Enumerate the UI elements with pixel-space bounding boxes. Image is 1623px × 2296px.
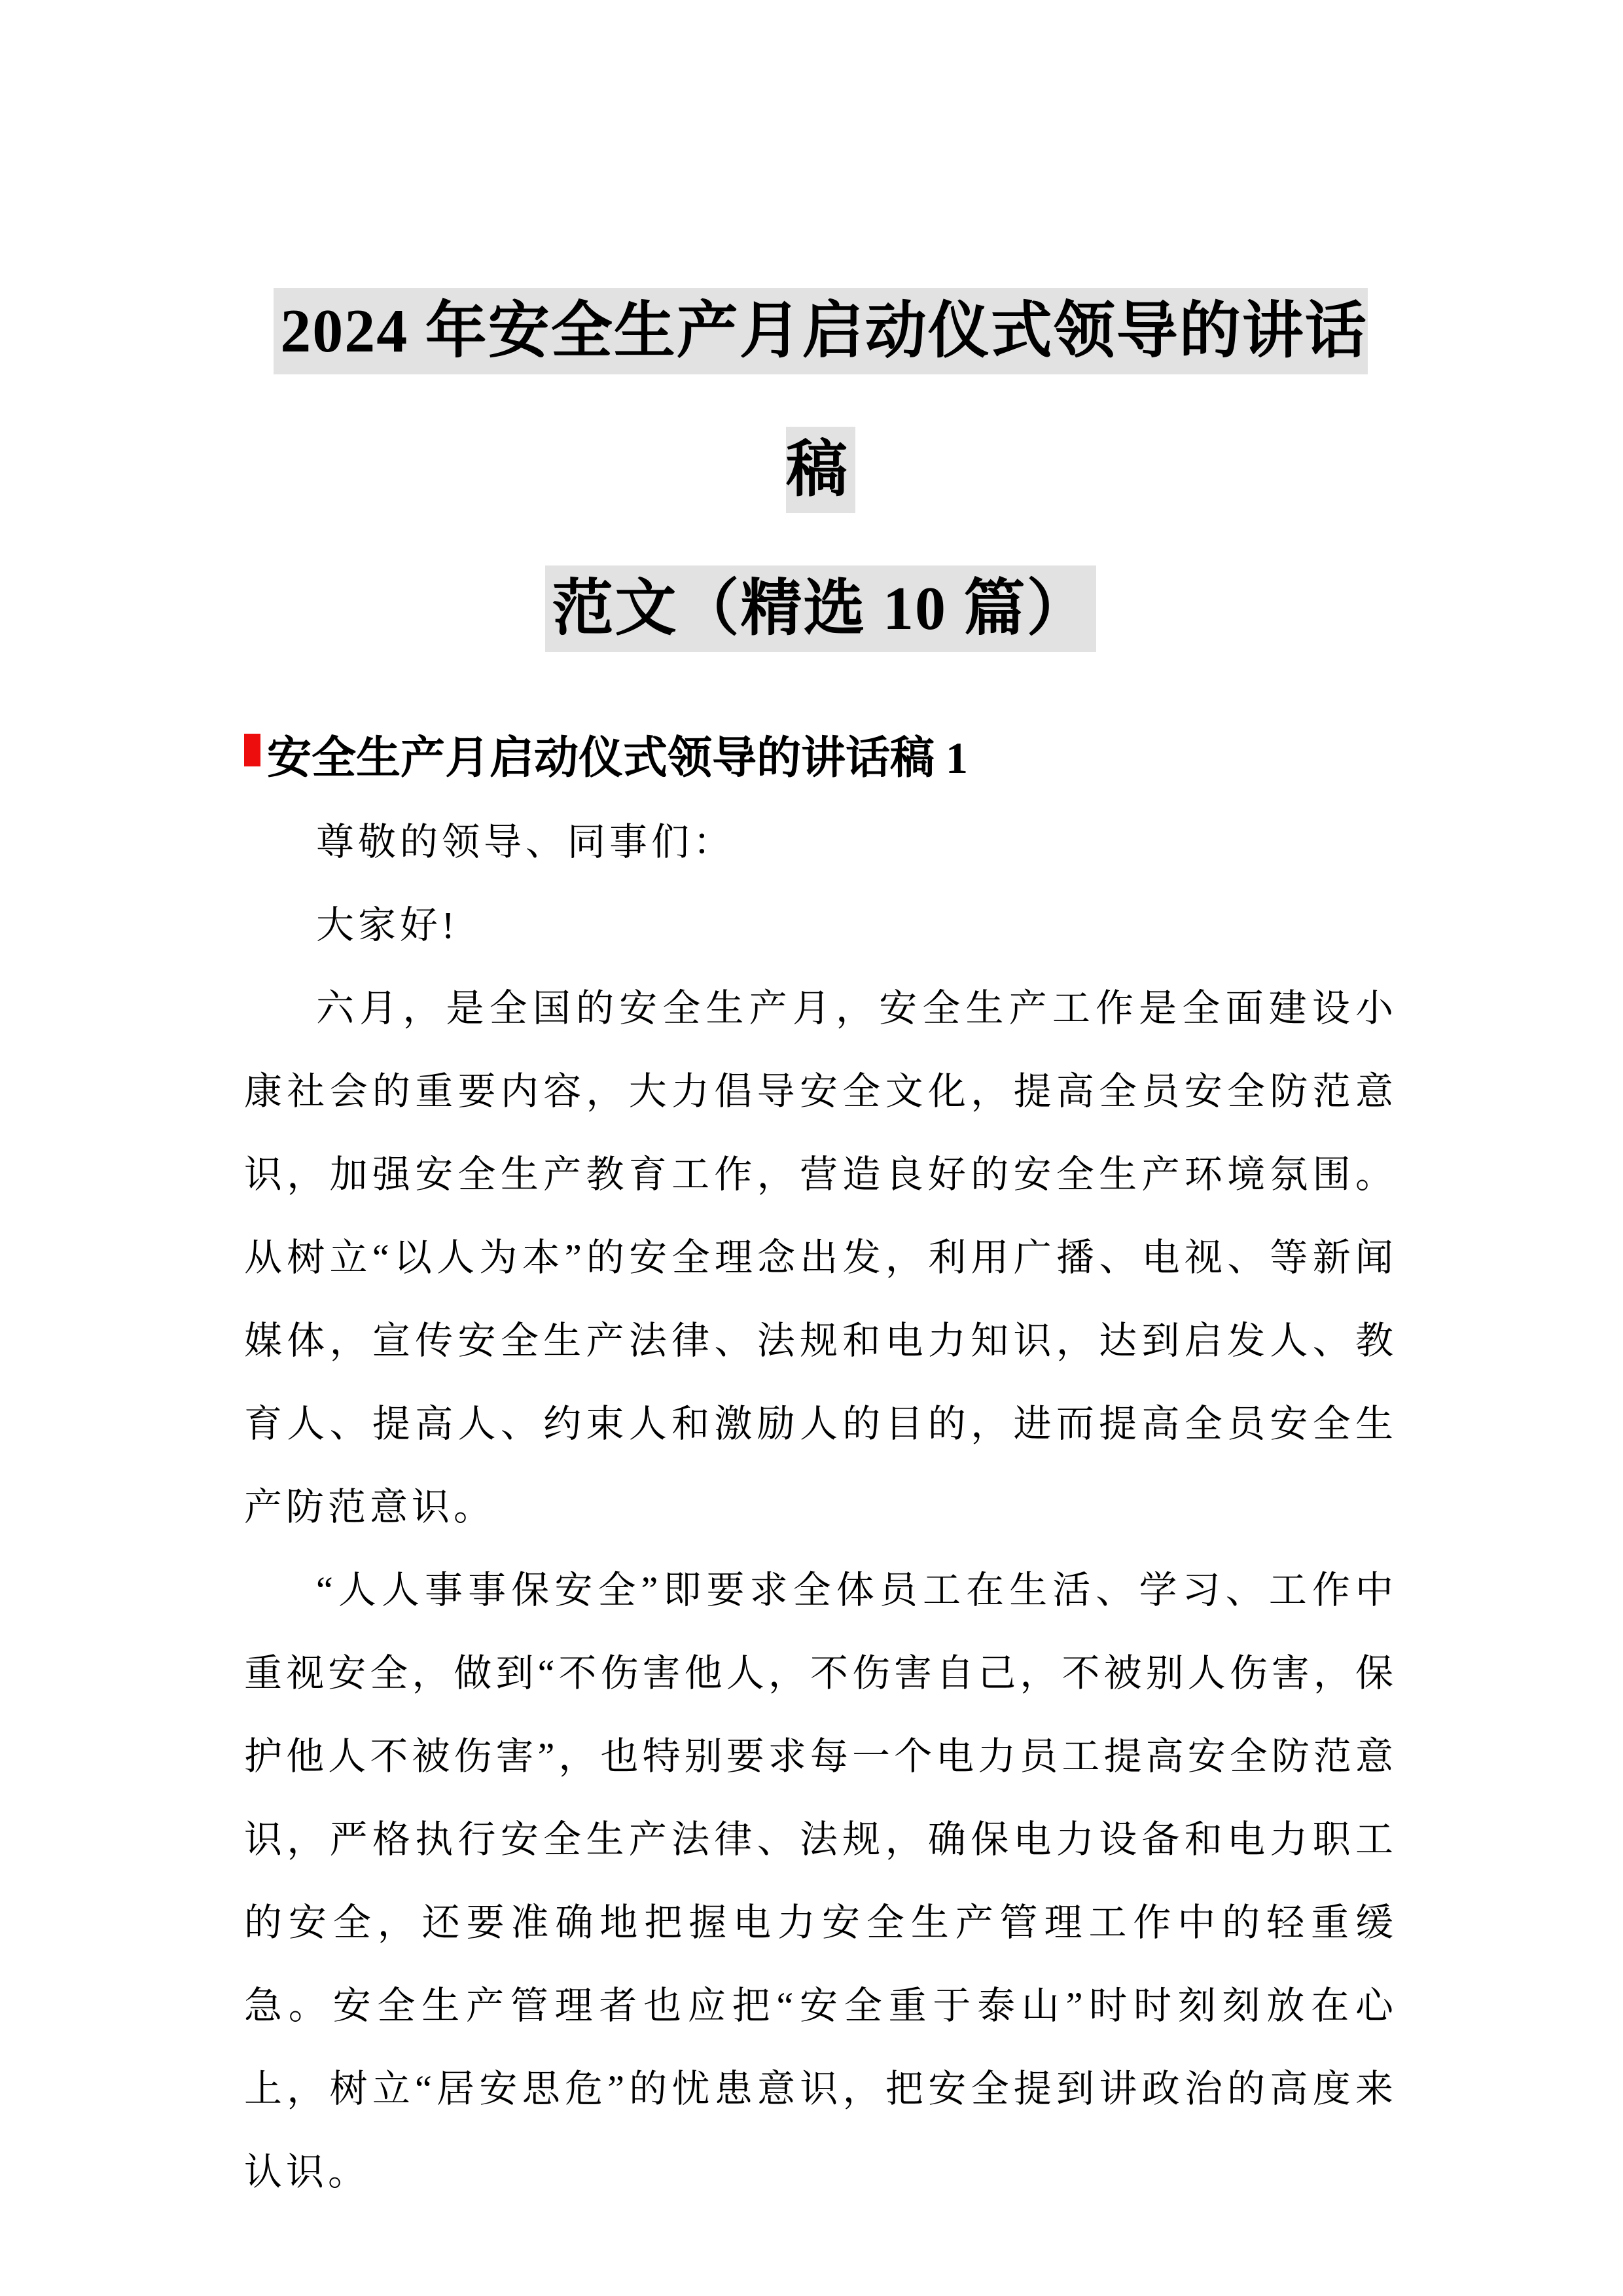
paragraph-body-1: 六月，是全国的安全生产月，安全生产工作是全面建设小康社会的重要内容，大力倡导安全文化，提高全员安全防范意识，加强安全生产教育工作，营造良好的安全生产环境氛围。从树立“以人为本”的安全理念出发，利用广播、电视、等新闻媒体，宣传安全生产法律、法规和电力知识，达到启发人、教育人、提高人、约束人和激励人的目的，进而提高全员安全生产防范意识。 [244,987,1397,1528]
paragraph-greeting: 大家好! [316,904,459,946]
document-title-line-2 [244,539,1397,678]
paragraph-salutation: 尊敬的领导、同事们： [316,821,736,863]
paragraph-body-2: “人人事事保安全”即要求全体员工在生活、学习、工作中重视安全，做到“不伤害他人，不伤害自己，不被别人伤害，保护他人不被伤害”，也特别要求每一个电力员工提高安全防范意识，严格执行安全生产法律、法规，确保电力设备和电力职工的安全，还要准确地把握电力安全生产管理工作中的轻重缓急。安全生产管理者也应把“安全重于泰山”时时刻刻放在心上，树立“居安思危”的忧患意识，把安全提到讲政治的高度来认识。 [244,1569,1397,2193]
section-heading-text: 安全生产月启动仪式领导的讲话稿 1 [267,733,969,783]
title-highlight-line-2: 范文（精选 10 篇） [545,565,1096,652]
section-heading [244,724,1397,793]
document-title-line-1 [244,262,1397,539]
title-highlight-line-1: 2024 年安全生产月启动仪式领导的讲话稿 [274,288,1368,513]
speech-body [244,800,1397,2214]
red-bar-marker-icon [244,734,260,766]
document-title [244,262,1397,678]
page-content [244,0,1397,2214]
